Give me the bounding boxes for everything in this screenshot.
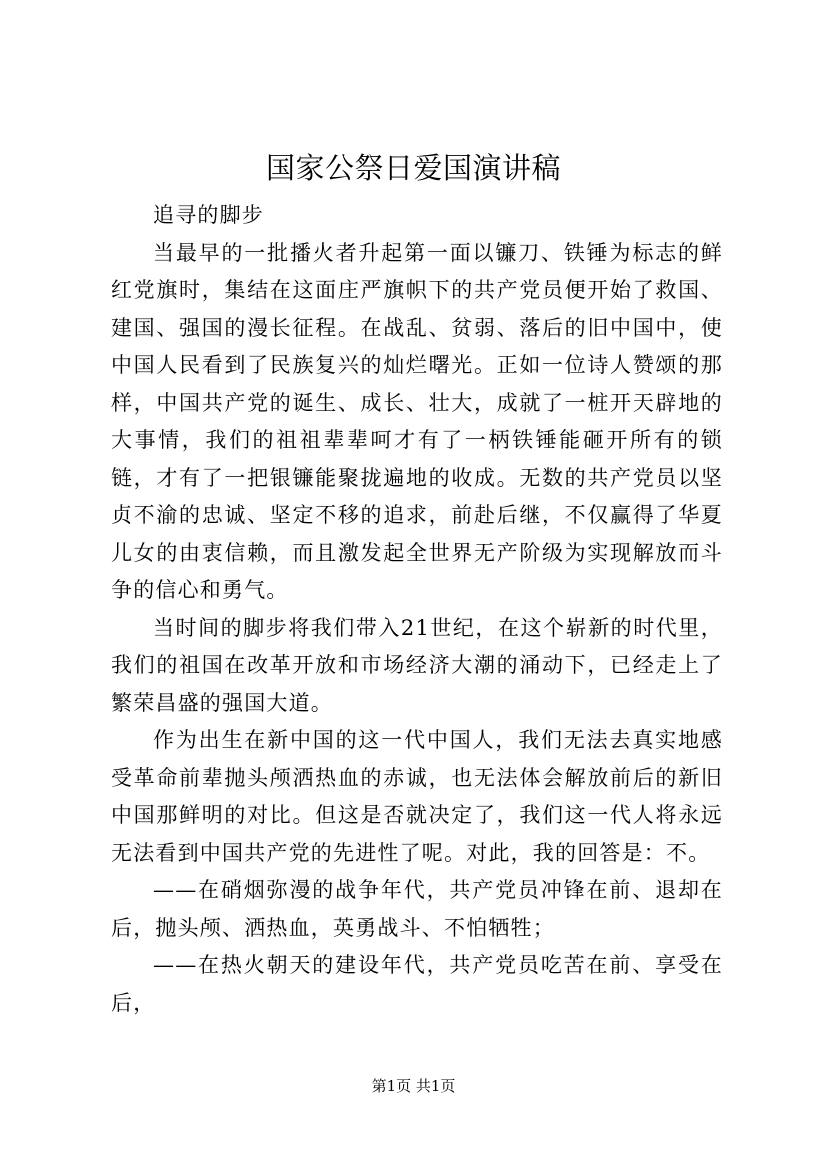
document-title: 国家公祭日爱国演讲稿 — [265, 151, 561, 185]
paragraph: ——在热火朝天的建设年代，共产党员吃苦在前、享受在后， — [111, 953, 723, 1015]
document-body — [111, 197, 723, 1022]
paragraph: 当时间的脚步将我们带入21世纪，在这个崭新的时代里，我们的祖国在改革开放和市场经济大潮的涌动下，已经走上了繁荣昌盛的强国大道。 — [111, 615, 723, 715]
page-footer — [0, 1076, 827, 1096]
paragraph: 作为出生在新中国的这一代中国人，我们无法去真实地感受革命前辈抛头颅洒热血的赤诚，也无法体会解放前后的新旧中国那鲜明的对比。但这是否就决定了，我们这一代人将永远无法看到中国共产党的先进性了呢。对此，我的回答是：不。 — [111, 728, 723, 865]
page-number: 第1页 共1页 — [371, 1077, 456, 1095]
section-heading: 追寻的脚步 — [153, 203, 264, 227]
paragraph: 当最早的一批播火者升起第一面以镰刀、铁锤为标志的鲜红党旗时，集结在这面庄严旗帜下的共产党员便开始了救国、建国、强国的漫长征程。在战乱、贫弱、落后的旧中国中，使中国人民看到了民族复兴的灿烂曙光。正如一位诗人赞颂的那样，中国共产党的诞生、成长、壮大，成就了一桩开天辟地的大事情，我们的祖祖辈辈呵才有了一柄铁锤能砸开所有的锁链，才有了一把银镰能聚拢遍地的收成。无数的共产党员以坚贞不渝的忠诚、坚定不移的追求，前赴后继，不仅赢得了华夏儿女的由衷信赖，而且激发起全世界无产阶级为实现解放而斗争的信心和勇气。 — [111, 240, 723, 602]
paragraph: ——在硝烟弥漫的战争年代，共产党员冲锋在前、退却在后，抛头颅、洒热血，英勇战斗、不怕牺牲； — [111, 878, 723, 940]
